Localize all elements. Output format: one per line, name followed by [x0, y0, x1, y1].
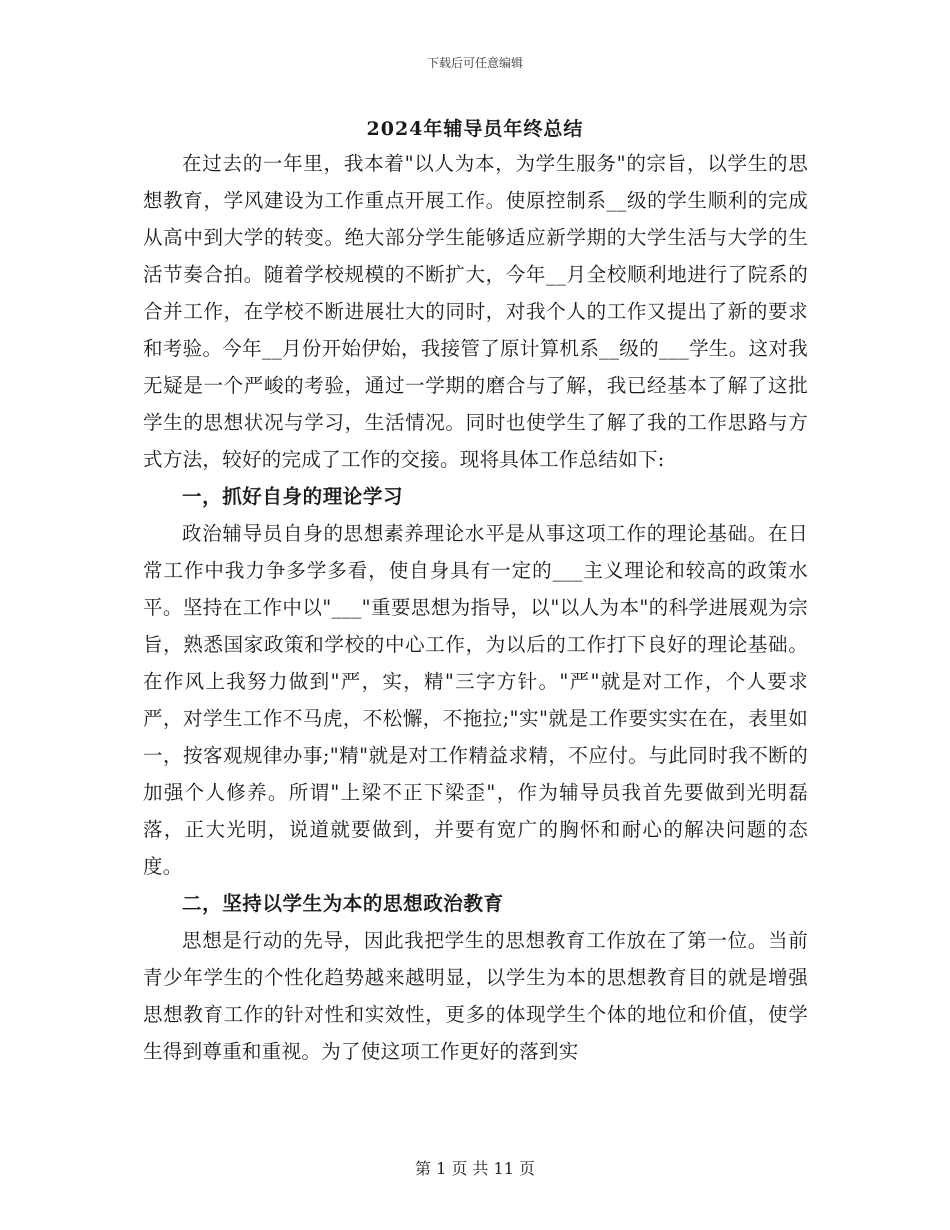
- page-header-note: 下载后可任意编辑: [426, 56, 523, 70]
- section-paragraph: 思想是行动的先导，因此我把学生的思想教育工作放在了第一位。当前青少年学生的个性化趋势越来越明显，以学生为本的思想教育目的就是增强思想教育工作的针对性和实效性，更多的体现学生个体的地位和价值，使学生得到尊重和重视。为了使这项工作更好的落到实: [143, 929, 808, 1063]
- document-body: [143, 145, 808, 1070]
- page-number: 第 1 页 共 11 页: [415, 1159, 535, 1178]
- section-heading: 一，抓好自身的理论学习: [182, 485, 404, 508]
- document-title: 2024年辅导员年终总结: [366, 118, 584, 140]
- section-paragraph: 政治辅导员自身的思想素养理论水平是从事这项工作的理论基础。在日常工作中我力争多学多看，使自身具有一定的___主义理论和较高的政策水平。坚持在工作中以"___"重要思想为指导，以"以人为本"的科学进展观为宗旨，熟悉国家政策和学校的中心工作，为以后的工作打下良好的理论基础。在作风上我努力做到"严，实，精"三字方针。"严"就是对工作，个人要求严，对学生工作不马虎，不松懈，不拖拉;"实"就是工作要实实在在，表里如一，按客观规律办事;"精"就是对工作精益求精，不应付。与此同时我不断的加强个人修养。所谓"上梁不正下梁歪"，作为辅导员我首先要做到光明磊落，正大光明，说道就要做到，并要有宽广的胸怀和耐心的解决问题的态度。: [143, 522, 808, 878]
- intro-paragraph: 在过去的一年里，我本着"以人为本，为学生服务"的宗旨，以学生的思想教育，学风建设为工作重点开展工作。使原控制系__级的学生顺利的完成从高中到大学的转变。绝大部分学生能够适应新学期的大学生活与大学的生活节奏合拍。随着学校规模的不断扩大，今年__月全校顺利地进行了院系的合并工作，在学校不断进展壮大的同时，对我个人的工作又提出了新的要求和考验。今年__月份开始伊始，我接管了原计算机系__级的___学生。这对我无疑是一个严峻的考验，通过一学期的磨合与了解，我已经基本了解了这批学生的思想状况与学习，生活情况。同时也使学生了解了我的工作思路与方式方法，较好的完成了工作的交接。现将具体工作总结如下:: [143, 152, 808, 471]
- section-heading: 二，坚持以学生为本的思想政治教育: [182, 892, 504, 915]
